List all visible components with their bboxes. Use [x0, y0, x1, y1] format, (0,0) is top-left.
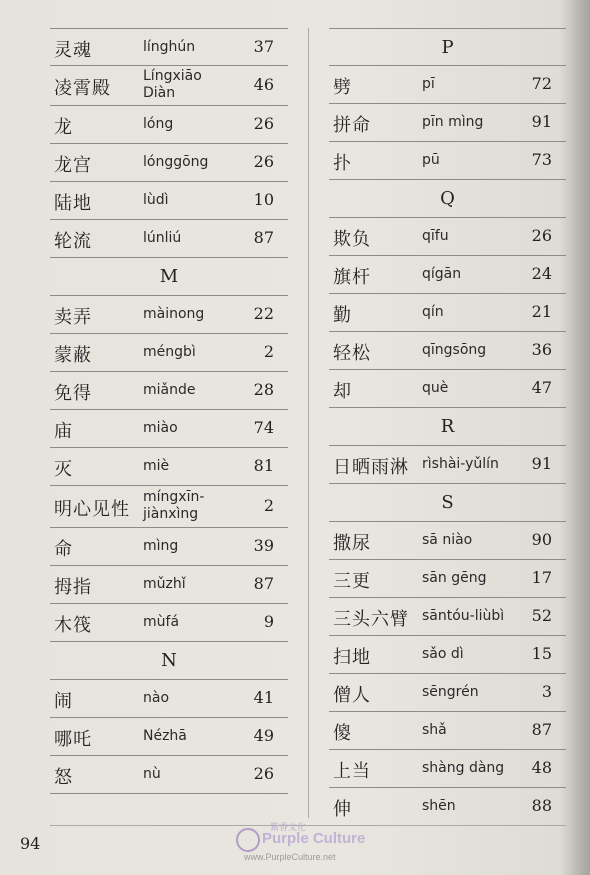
entry-hanzi: 却: [333, 381, 352, 402]
entry-pinyin: mùfá: [143, 614, 180, 630]
entry-page-number: 87: [253, 574, 274, 593]
entry-page-number: 24: [531, 264, 552, 283]
index-entry: [329, 370, 566, 408]
entry-pinyin: miào: [143, 420, 178, 436]
entry-page-number: 74: [253, 418, 274, 437]
index-entry: [329, 522, 566, 560]
index-entry: [50, 220, 288, 258]
entry-pinyin: pīn mìng: [422, 114, 484, 130]
index-entry: [329, 674, 566, 712]
entry-pinyin: lóng: [143, 116, 174, 132]
entry-hanzi: 伸: [333, 799, 352, 820]
watermark-logo-icon: [236, 828, 260, 852]
entry-pinyin: míngxīn-jiànxìng: [143, 489, 205, 522]
index-entry: [50, 680, 288, 718]
entry-page-number: 2: [263, 496, 274, 515]
entry-hanzi: 灵魂: [54, 40, 92, 61]
entry-pinyin: qígān: [422, 266, 462, 282]
index-entry: [50, 372, 288, 410]
entry-page-number: 72: [531, 74, 552, 93]
entry-pinyin: sā niào: [422, 532, 473, 548]
entry-hanzi: 凌霄殿: [54, 78, 111, 99]
entry-pinyin: qín: [422, 304, 444, 320]
entry-pinyin: shēn: [422, 798, 456, 814]
entry-hanzi: 木筏: [54, 615, 92, 636]
index-entry: [329, 560, 566, 598]
watermark-brand: Purple Culture: [262, 830, 366, 847]
letter-heading-text: N: [161, 650, 177, 671]
entry-pinyin: miǎnde: [143, 382, 196, 398]
entry-pinyin: pū: [422, 152, 440, 168]
entry-hanzi: 蒙蔽: [54, 345, 92, 366]
index-entry: [50, 106, 288, 144]
entry-hanzi: 卖弄: [54, 307, 92, 328]
entry-page-number: 48: [531, 758, 552, 777]
entry-hanzi: 免得: [54, 383, 92, 404]
entry-page-number: 91: [531, 112, 552, 131]
entry-page-number: 21: [531, 302, 552, 321]
entry-pinyin: shǎ: [422, 722, 447, 738]
entry-pinyin: qīfu: [422, 228, 449, 244]
entry-pinyin: lúnliú: [143, 230, 182, 246]
entry-hanzi: 三头六臂: [333, 609, 409, 630]
letter-heading: [329, 180, 566, 218]
entry-pinyin: línghún: [143, 39, 196, 55]
entry-hanzi: 闹: [54, 691, 73, 712]
index-entry: [50, 486, 288, 528]
index-entry: [50, 528, 288, 566]
entry-page-number: 81: [253, 456, 274, 475]
entry-hanzi: 庙: [54, 421, 73, 442]
entry-page-number: 26: [531, 226, 552, 245]
index-entry: [329, 332, 566, 370]
entry-hanzi: 陆地: [54, 193, 92, 214]
index-entry: [329, 636, 566, 674]
index-entry: [329, 142, 566, 180]
entry-hanzi: 欺负: [333, 229, 371, 250]
entry-pinyin: sēngrén: [422, 684, 479, 700]
entry-hanzi: 旗杆: [333, 267, 371, 288]
index-entry: [50, 66, 288, 106]
index-entry: [50, 448, 288, 486]
entry-pinyin: Língxiāo Diàn: [143, 68, 202, 101]
watermark-chinese: 紫香文化: [270, 822, 307, 832]
watermark-url: www.PurpleCulture.net: [244, 852, 336, 862]
entry-pinyin: lónggōng: [143, 154, 209, 170]
column-divider: [308, 28, 309, 818]
entry-pinyin: sǎo dì: [422, 646, 464, 662]
letter-heading-text: M: [159, 266, 179, 287]
index-entry: [329, 104, 566, 142]
entry-hanzi: 灭: [54, 459, 73, 480]
entry-page-number: 15: [531, 644, 552, 663]
letter-heading: [50, 642, 288, 680]
entry-hanzi: 怒: [54, 767, 73, 788]
index-entry: [329, 66, 566, 104]
entry-page-number: 91: [531, 454, 552, 473]
entry-page-number: 41: [253, 688, 274, 707]
index-entry: [50, 718, 288, 756]
entry-pinyin: sāntóu-liùbì: [422, 608, 505, 624]
entry-page-number: 3: [541, 682, 552, 701]
entry-pinyin: rìshài-yǔlín: [422, 456, 499, 472]
letter-heading-text: Q: [440, 188, 455, 209]
index-entry: [329, 598, 566, 636]
entry-pinyin: nù: [143, 766, 161, 782]
index-entry: [50, 566, 288, 604]
entry-page-number: 37: [253, 37, 274, 56]
entry-hanzi: 轻松: [333, 343, 371, 364]
index-entry: [329, 750, 566, 788]
page-number: 94: [20, 834, 41, 853]
entry-pinyin: Nézhā: [143, 728, 187, 744]
entry-hanzi: 龙宫: [54, 155, 92, 176]
entry-page-number: 22: [253, 304, 274, 323]
index-entry: [329, 446, 566, 484]
index-entry: [329, 712, 566, 750]
entry-page-number: 73: [531, 150, 552, 169]
entry-hanzi: 日晒雨淋: [333, 457, 409, 478]
entry-page-number: 87: [253, 228, 274, 247]
entry-hanzi: 僧人: [333, 685, 371, 706]
entry-page-number: 88: [531, 796, 552, 815]
entry-page-number: 17: [531, 568, 552, 587]
index-entry: [50, 296, 288, 334]
letter-heading-text: R: [440, 416, 455, 437]
index-entry: [50, 144, 288, 182]
entry-page-number: 36: [531, 340, 552, 359]
entry-pinyin: nào: [143, 690, 170, 706]
entry-pinyin: màinong: [143, 306, 205, 322]
entry-hanzi: 拇指: [54, 577, 92, 598]
letter-heading: [329, 28, 566, 66]
entry-hanzi: 勤: [333, 305, 352, 326]
entry-pinyin: què: [422, 380, 449, 396]
entry-pinyin: shàng dàng: [422, 760, 505, 776]
entry-page-number: 26: [253, 764, 274, 783]
entry-hanzi: 明心见性: [54, 499, 130, 520]
entry-pinyin: mǔzhǐ: [143, 576, 186, 592]
index-entry: [329, 256, 566, 294]
letter-heading-text: P: [441, 37, 454, 58]
entry-hanzi: 命: [54, 539, 73, 560]
entry-pinyin: qīngsōng: [422, 342, 487, 358]
entry-pinyin: lùdì: [143, 192, 169, 208]
entry-page-number: 2: [263, 342, 274, 361]
index-entry: [50, 28, 288, 66]
entry-page-number: 87: [531, 720, 552, 739]
entry-hanzi: 扫地: [333, 647, 371, 668]
letter-heading: [329, 408, 566, 446]
entry-pinyin: pī: [422, 76, 435, 92]
entry-hanzi: 哪吒: [54, 729, 92, 750]
entry-hanzi: 轮流: [54, 231, 92, 252]
entry-hanzi: 上当: [333, 761, 371, 782]
entry-hanzi: 拼命: [333, 115, 371, 136]
letter-heading: [329, 484, 566, 522]
entry-pinyin: miè: [143, 458, 170, 474]
entry-pinyin: méngbì: [143, 344, 196, 360]
entry-page-number: 28: [253, 380, 274, 399]
index-entry: [329, 294, 566, 332]
entry-hanzi: 傻: [333, 723, 352, 744]
entry-page-number: 47: [531, 378, 552, 397]
index-entry: [50, 334, 288, 372]
entry-hanzi: 劈: [333, 77, 352, 98]
index-entry: [50, 182, 288, 220]
entry-page-number: 26: [253, 152, 274, 171]
entry-hanzi: 龙: [54, 117, 73, 138]
entry-page-number: 90: [531, 530, 552, 549]
index-column-left: [50, 28, 288, 794]
entry-hanzi: 撒尿: [333, 533, 371, 554]
watermark: [236, 820, 376, 870]
index-entry: [329, 218, 566, 256]
letter-heading: [50, 258, 288, 296]
letter-heading-text: S: [441, 492, 454, 513]
entry-page-number: 26: [253, 114, 274, 133]
index-entry: [50, 604, 288, 642]
entry-page-number: 10: [253, 190, 274, 209]
entry-page-number: 52: [531, 606, 552, 625]
entry-pinyin: mìng: [143, 538, 179, 554]
entry-page-number: 39: [253, 536, 274, 555]
entry-hanzi: 三更: [333, 571, 371, 592]
entry-page-number: 46: [253, 75, 274, 94]
entry-pinyin: sān gēng: [422, 570, 487, 586]
entry-page-number: 9: [263, 612, 274, 631]
index-column-right: [329, 28, 566, 826]
entry-hanzi: 扑: [333, 153, 352, 174]
index-entry: [50, 410, 288, 448]
index-entry: [50, 756, 288, 794]
entry-page-number: 49: [253, 726, 274, 745]
